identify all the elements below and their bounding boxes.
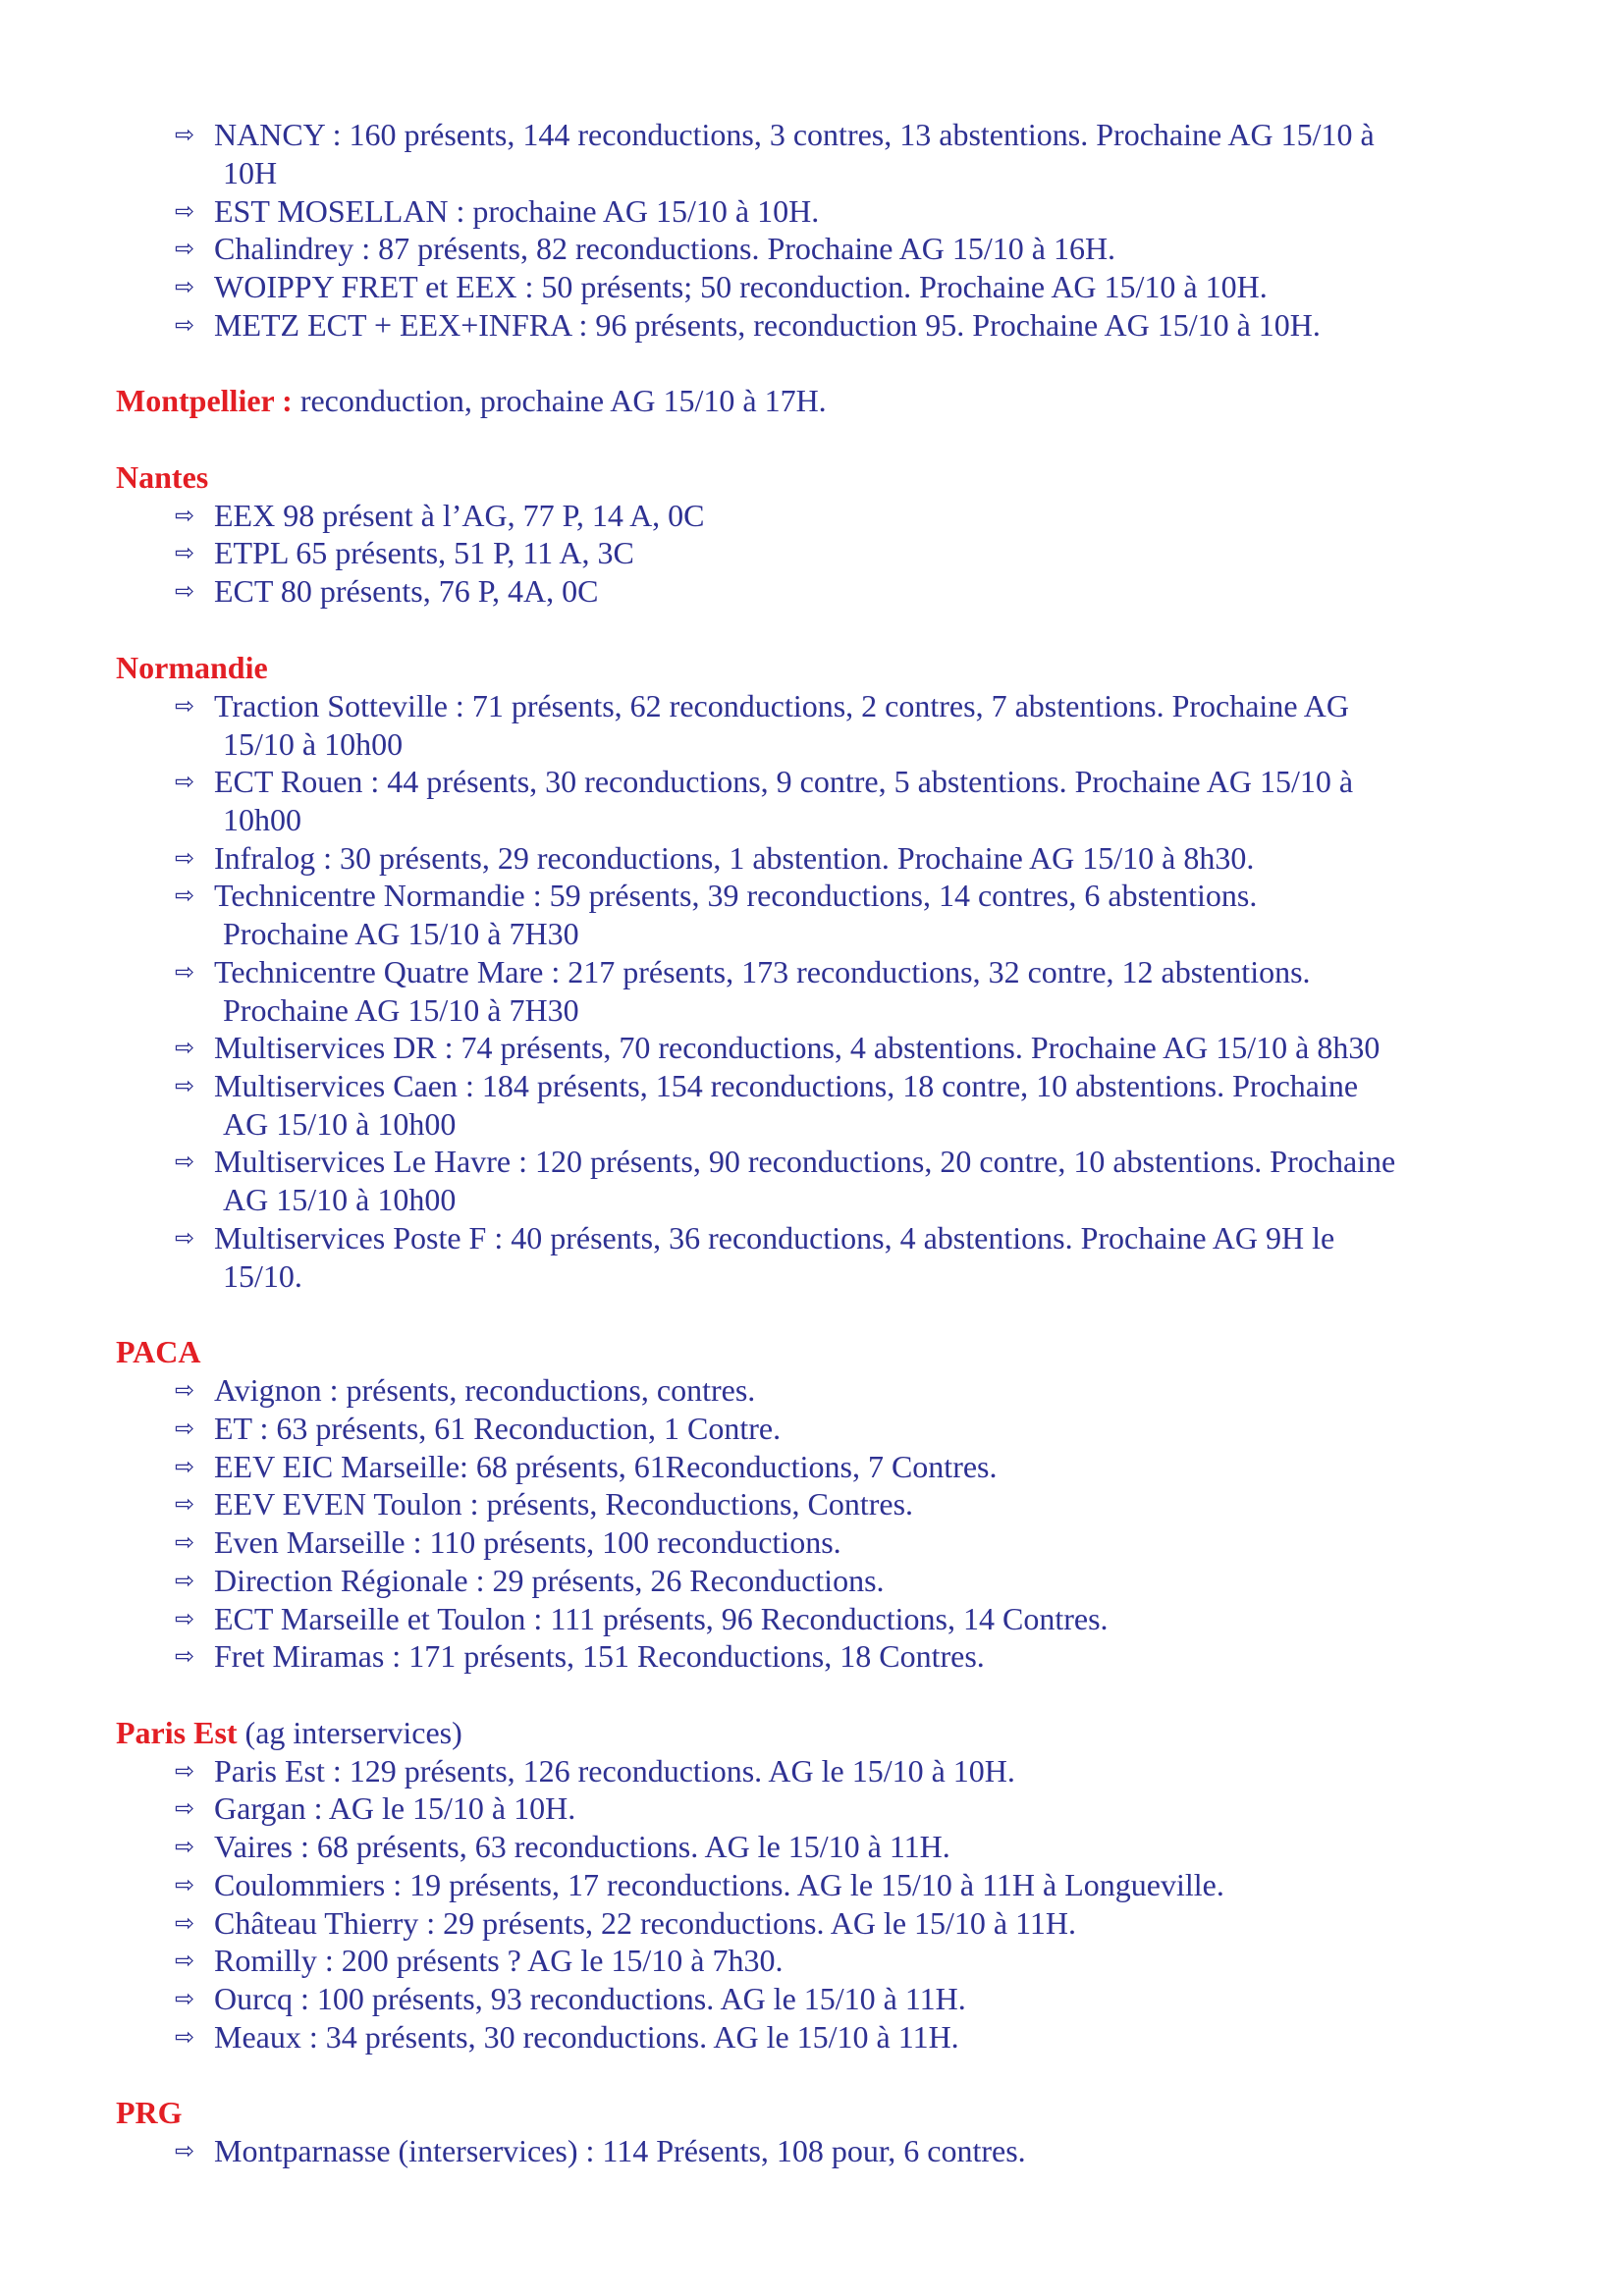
- section-name: PRG: [116, 2095, 183, 2130]
- arrow-bullet-icon: ⇨: [175, 1148, 195, 1175]
- arrow-bullet-icon: ⇨: [175, 1224, 195, 1252]
- item-text: WOIPPY FRET et EEX : 50 présents; 50 reconduction. Prochaine AG 15/10 à 10H.: [214, 269, 1268, 304]
- list-item: [175, 192, 1569, 231]
- list-item: [175, 1637, 1569, 1676]
- arrow-bullet-icon: ⇨: [175, 1453, 195, 1480]
- item-text: ECT Marseille et Toulon : 111 présents, 96 Reconductions, 14 Contres.: [214, 1601, 1109, 1636]
- list-item: [175, 1219, 1569, 1295]
- arrow-bullet-icon: ⇨: [175, 1909, 195, 1937]
- arrow-bullet-icon: ⇨: [175, 1947, 195, 1974]
- list-item: [175, 230, 1569, 268]
- list-item: [175, 2018, 1569, 2056]
- list-item: [175, 1448, 1569, 1486]
- item-text-continued: 15/10 à 10h00: [223, 725, 404, 762]
- item-text: Ourcq : 100 présents, 93 reconductions. AG le 15/10 à 11H.: [214, 1981, 966, 2016]
- list-item: [175, 687, 1569, 763]
- arrow-bullet-icon: ⇨: [175, 577, 195, 605]
- arrow-bullet-icon: ⇨: [175, 1833, 195, 1860]
- item-text: Multiservices Poste F : 40 présents, 36 reconductions, 4 abstentions. Prochaine AG 9H le: [214, 1220, 1335, 1255]
- item-text: Traction Sotteville : 71 présents, 62 reconductions, 2 contres, 7 abstentions. Prochaine AG: [214, 688, 1349, 723]
- item-text: Technicentre Normandie : 59 présents, 39 reconductions, 14 contres, 6 abstentions.: [214, 878, 1258, 913]
- item-text: EEV EIC Marseille: 68 présents, 61Reconductions, 7 Contres.: [214, 1449, 998, 1484]
- arrow-bullet-icon: ⇨: [175, 1605, 195, 1632]
- list-item: [175, 116, 1569, 191]
- section-heading-prg: [116, 2094, 183, 2132]
- arrow-bullet-icon: ⇨: [175, 235, 195, 262]
- arrow-bullet-icon: ⇨: [175, 1034, 195, 1061]
- list-item: [175, 1942, 1569, 1980]
- arrow-bullet-icon: ⇨: [175, 881, 195, 909]
- arrow-bullet-icon: ⇨: [175, 1376, 195, 1404]
- item-text: Romilly : 200 présents ? AG le 15/10 à 7h30.: [214, 1943, 784, 1978]
- item-text: NANCY : 160 présents, 144 reconductions, 3 contres, 13 abstentions. Prochaine AG 15/10 à: [214, 117, 1375, 152]
- arrow-bullet-icon: ⇨: [175, 1528, 195, 1556]
- arrow-bullet-icon: ⇨: [175, 1567, 195, 1594]
- section-heading-normandie: [116, 649, 268, 687]
- item-text: METZ ECT + EEX+INFRA : 96 présents, reconduction 95. Prochaine AG 15/10 à 10H.: [214, 307, 1321, 343]
- item-text: ET : 63 présents, 61 Reconduction, 1 Contre.: [214, 1411, 782, 1446]
- list-item: [175, 763, 1569, 838]
- list-item: [175, 1523, 1569, 1562]
- list-item: [175, 1485, 1569, 1523]
- item-text: Meaux : 34 présents, 30 reconductions. AG le 15/10 à 11H.: [214, 2019, 959, 2055]
- section-name: Nantes: [116, 459, 209, 495]
- section-name: PACA: [116, 1334, 201, 1369]
- arrow-bullet-icon: ⇨: [175, 958, 195, 986]
- list-item: [175, 268, 1569, 306]
- item-text: EEX 98 présent à l’AG, 77 P, 14 A, 0C: [214, 498, 705, 533]
- item-text: Multiservices DR : 74 présents, 70 reconductions, 4 abstentions. Prochaine AG 15/10 à 8h30: [214, 1030, 1380, 1065]
- arrow-bullet-icon: ⇨: [175, 1642, 195, 1670]
- item-text: Château Thierry : 29 présents, 22 reconductions. AG le 15/10 à 11H.: [214, 1905, 1077, 1941]
- item-text: Infralog : 30 présents, 29 reconductions, 1 abstention. Prochaine AG 15/10 à 8h30.: [214, 840, 1255, 876]
- section-name: Paris Est: [116, 1715, 238, 1750]
- item-text: Vaires : 68 présents, 63 reconductions. AG le 15/10 à 11H.: [214, 1829, 950, 1864]
- item-text: Multiservices Caen : 184 présents, 154 reconductions, 18 contre, 10 abstentions. Prochaine: [214, 1068, 1359, 1103]
- item-text: Paris Est : 129 présents, 126 reconductions. AG le 15/10 à 10H.: [214, 1753, 1015, 1789]
- section-heading-paris-est: [116, 1714, 462, 1752]
- item-text: Even Marseille : 110 présents, 100 reconductions.: [214, 1524, 841, 1560]
- section-name: Normandie: [116, 650, 268, 685]
- section-heading-montpellier: [116, 382, 827, 420]
- arrow-bullet-icon: ⇨: [175, 768, 195, 795]
- list-item: [175, 1562, 1569, 1600]
- item-text: Fret Miramas : 171 présents, 151 Reconductions, 18 Contres.: [214, 1638, 985, 1674]
- arrow-bullet-icon: ⇨: [175, 692, 195, 720]
- arrow-bullet-icon: ⇨: [175, 1871, 195, 1898]
- item-text: EST MOSELLAN : prochaine AG 15/10 à 10H.: [214, 193, 820, 229]
- item-text: ECT Rouen : 44 présents, 30 reconductions, 9 contre, 5 abstentions. Prochaine AG 15/10 à: [214, 764, 1354, 799]
- list-item: [175, 306, 1569, 345]
- item-text: EEV EVEN Toulon : présents, Reconductions, Contres.: [214, 1486, 914, 1522]
- list-item: [175, 1067, 1569, 1143]
- item-text-continued: 10h00: [223, 801, 301, 837]
- list-item: [175, 839, 1569, 878]
- item-text: ECT 80 présents, 76 P, 4A, 0C: [214, 573, 599, 609]
- item-text: Multiservices Le Havre : 120 présents, 90 reconductions, 20 contre, 10 abstentions. Prochaine: [214, 1144, 1396, 1179]
- item-text: Chalindrey : 87 présents, 82 reconductions. Prochaine AG 15/10 à 16H.: [214, 231, 1116, 266]
- list-item: [175, 1980, 1569, 2018]
- list-item: [175, 572, 1569, 611]
- item-text: Coulommiers : 19 présents, 17 reconductions. AG le 15/10 à 11H à Longueville.: [214, 1867, 1224, 1902]
- item-text-continued: AG 15/10 à 10h00: [223, 1181, 457, 1217]
- list-item: [175, 534, 1569, 572]
- list-item: [175, 1789, 1569, 1828]
- list-item: [175, 2132, 1569, 2170]
- item-text-continued: 15/10.: [223, 1257, 302, 1294]
- list-item: [175, 1866, 1569, 1904]
- arrow-bullet-icon: ⇨: [175, 273, 195, 300]
- item-text-continued: Prochaine AG 15/10 à 7H30: [223, 991, 579, 1028]
- arrow-bullet-icon: ⇨: [175, 1757, 195, 1785]
- list-item: [175, 1143, 1569, 1218]
- arrow-bullet-icon: ⇨: [175, 1072, 195, 1099]
- item-text-continued: Prochaine AG 15/10 à 7H30: [223, 915, 579, 951]
- arrow-bullet-icon: ⇨: [175, 1415, 195, 1442]
- item-text: ETPL 65 présents, 51 P, 11 A, 3C: [214, 535, 634, 570]
- arrow-bullet-icon: ⇨: [175, 502, 195, 529]
- list-item: [175, 953, 1569, 1029]
- arrow-bullet-icon: ⇨: [175, 2137, 195, 2164]
- section-name: Montpellier :: [116, 383, 293, 418]
- arrow-bullet-icon: ⇨: [175, 1490, 195, 1518]
- arrow-bullet-icon: ⇨: [175, 121, 195, 148]
- arrow-bullet-icon: ⇨: [175, 1985, 195, 2012]
- arrow-bullet-icon: ⇨: [175, 539, 195, 566]
- arrow-bullet-icon: ⇨: [175, 311, 195, 339]
- item-text: Avignon : présents, reconductions, contres.: [214, 1372, 756, 1408]
- list-item: [175, 1828, 1569, 1866]
- item-text-continued: 10H: [223, 154, 278, 190]
- item-text: Direction Régionale : 29 présents, 26 Reconductions.: [214, 1563, 885, 1598]
- list-item: [175, 1029, 1569, 1067]
- list-item: [175, 1600, 1569, 1638]
- list-item: [175, 1752, 1569, 1790]
- item-text-continued: AG 15/10 à 10h00: [223, 1105, 457, 1142]
- arrow-bullet-icon: ⇨: [175, 844, 195, 872]
- list-item: [175, 1371, 1569, 1410]
- item-text: Montparnasse (interservices) : 114 Présents, 108 pour, 6 contres.: [214, 2133, 1026, 2168]
- list-item: [175, 1410, 1569, 1448]
- section-heading-nantes: [116, 458, 208, 497]
- arrow-bullet-icon: ⇨: [175, 2023, 195, 2051]
- section-text: (ag interservices): [237, 1715, 462, 1750]
- list-item: [175, 877, 1569, 952]
- section-text: reconduction, prochaine AG 15/10 à 17H.: [292, 383, 827, 418]
- arrow-bullet-icon: ⇨: [175, 1794, 195, 1822]
- list-item: [175, 497, 1569, 535]
- item-text: Technicentre Quatre Mare : 217 présents, 173 reconductions, 32 contre, 12 abstentions.: [214, 954, 1311, 989]
- list-item: [175, 1904, 1569, 1943]
- section-heading-paca: [116, 1333, 201, 1371]
- arrow-bullet-icon: ⇨: [175, 197, 195, 225]
- item-text: Gargan : AG le 15/10 à 10H.: [214, 1790, 576, 1826]
